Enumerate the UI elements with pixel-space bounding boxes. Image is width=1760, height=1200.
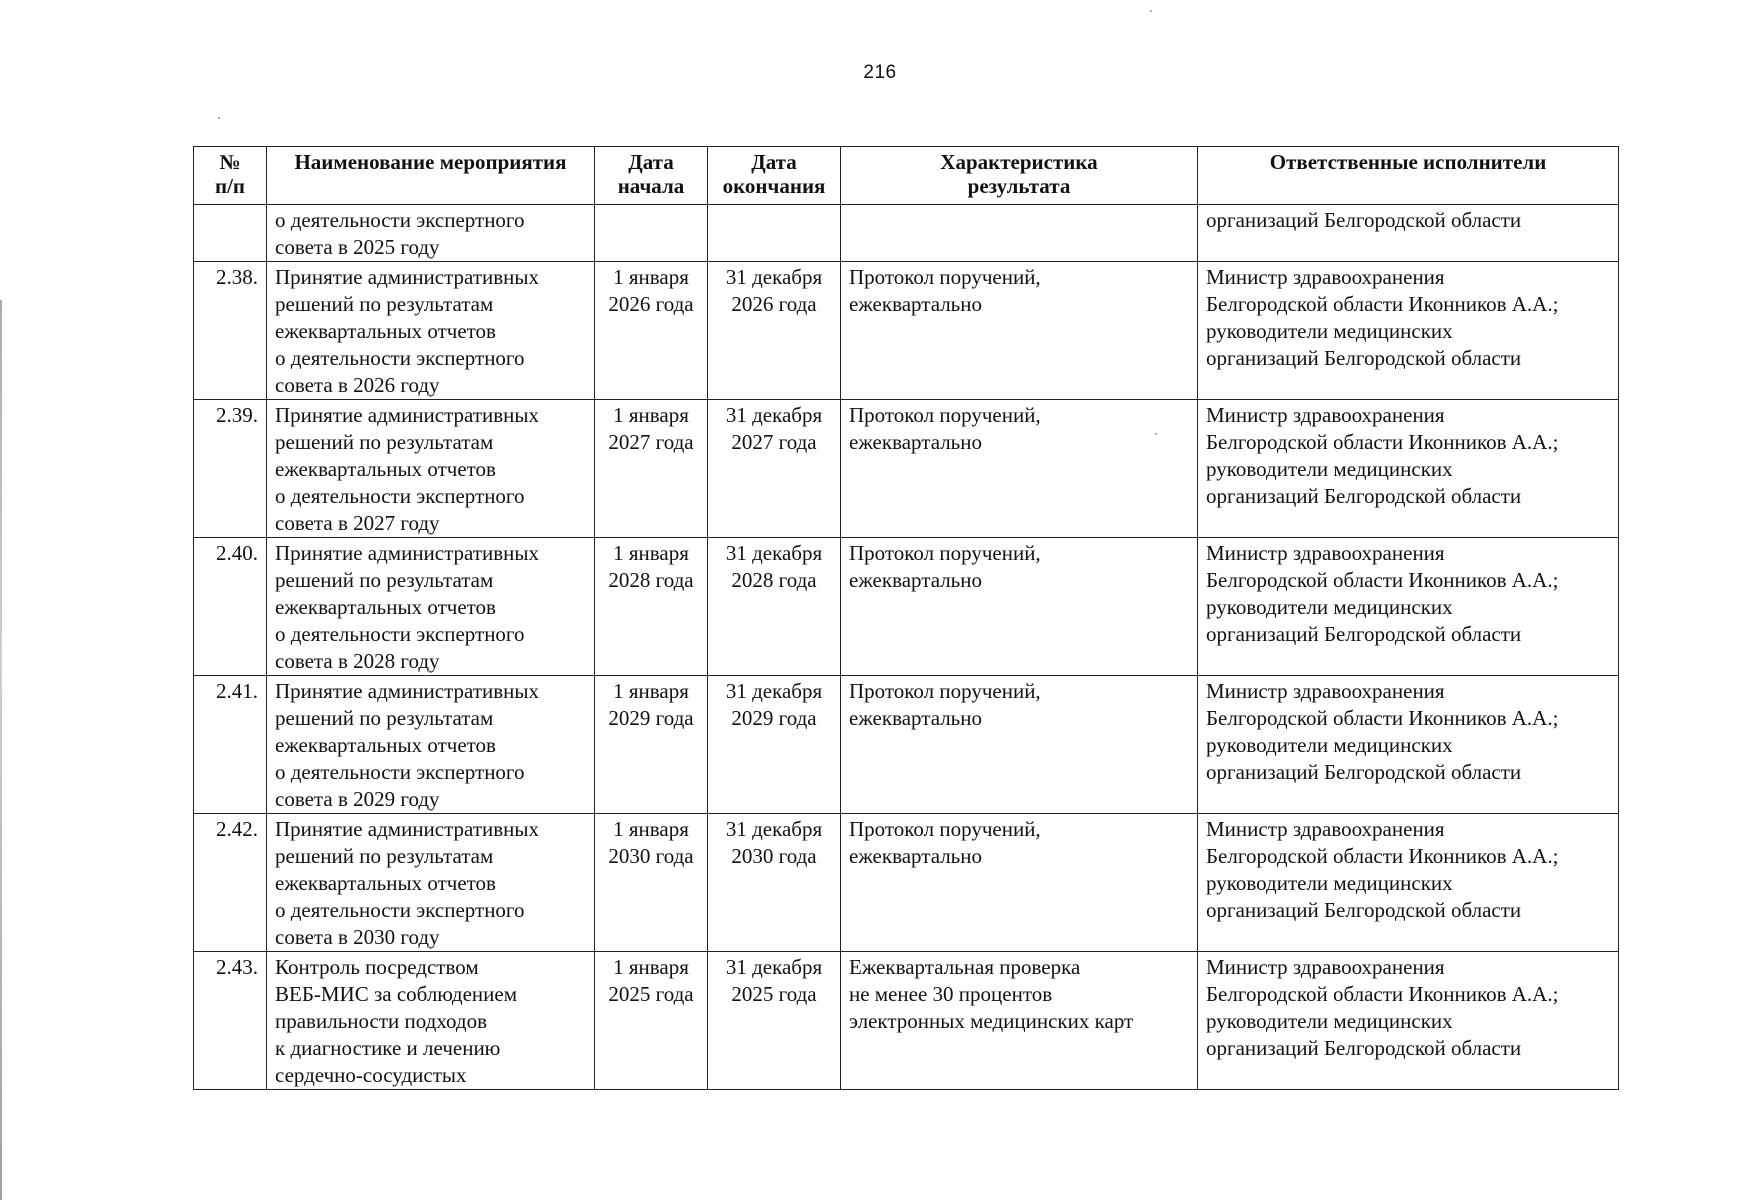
table-row <box>194 400 1619 538</box>
row-responsible: Министр здравоохранения Белгородской области Иконников А.А.; руководители медицинских организаций Белгородской области <box>1198 262 1619 400</box>
row-start-date: 1 января 2029 года <box>595 676 708 814</box>
header-result: Характеристика результата <box>841 147 1198 205</box>
header-row <box>194 147 1619 205</box>
header-end-date: Дата окончания <box>708 147 841 205</box>
row-start-date: 1 января 2026 года <box>595 262 708 400</box>
row-num <box>194 205 267 262</box>
row-start-date: 1 января 2030 года <box>595 814 708 952</box>
row-name: Принятие административных решений по результатам ежеквартальных отчетов о деятельности экспертного совета в 2027 году <box>267 400 595 538</box>
table-header <box>194 147 1619 205</box>
activities-table <box>193 146 1619 1090</box>
header-name: Наименование мероприятия <box>267 147 595 205</box>
table-row <box>194 676 1619 814</box>
row-result <box>841 205 1198 262</box>
row-name: Принятие административных решений по результатам ежеквартальных отчетов о деятельности экспертного совета в 2029 году <box>267 676 595 814</box>
row-start-date: 1 января 2027 года <box>595 400 708 538</box>
row-responsible: Министр здравоохранения Белгородской области Иконников А.А.; руководители медицинских организаций Белгородской области <box>1198 952 1619 1090</box>
row-name: Принятие административных решений по результатам ежеквартальных отчетов о деятельности экспертного совета в 2028 году <box>267 538 595 676</box>
row-num: 2.39. <box>194 400 267 538</box>
row-end-date: 31 декабря 2025 года <box>708 952 841 1090</box>
header-num: № п/п <box>194 147 267 205</box>
table-row <box>194 814 1619 952</box>
row-responsible: Министр здравоохранения Белгородской области Иконников А.А.; руководители медицинских организаций Белгородской области <box>1198 814 1619 952</box>
row-name: Принятие административных решений по результатам ежеквартальных отчетов о деятельности экспертного совета в 2030 году <box>267 814 595 952</box>
table-row-continued <box>194 205 1619 262</box>
row-num: 2.38. <box>194 262 267 400</box>
row-end-date: 31 декабря 2028 года <box>708 538 841 676</box>
row-num: 2.40. <box>194 538 267 676</box>
row-responsible: Министр здравоохранения Белгородской области Иконников А.А.; руководители медицинских организаций Белгородской области <box>1198 676 1619 814</box>
row-start-date: 1 января 2025 года <box>595 952 708 1090</box>
row-result: Протокол поручений, ежеквартально <box>841 400 1198 538</box>
row-responsible: Министр здравоохранения Белгородской области Иконников А.А.; руководители медицинских организаций Белгородской области <box>1198 400 1619 538</box>
row-result: Протокол поручений, ежеквартально <box>841 814 1198 952</box>
table-row <box>194 952 1619 1090</box>
table-row <box>194 262 1619 400</box>
row-num: 2.42. <box>194 814 267 952</box>
scan-speck <box>1150 10 1152 12</box>
row-end-date: 31 декабря 2026 года <box>708 262 841 400</box>
table-body <box>194 205 1619 1090</box>
header-start-date: Дата начала <box>595 147 708 205</box>
row-end-date: 31 декабря 2027 года <box>708 400 841 538</box>
row-name: Контроль посредством ВЕБ-МИС за соблюдением правильности подходов к диагностике и лечению сердечно-сосудистых <box>267 952 595 1090</box>
row-result: Протокол поручений, ежеквартально <box>841 676 1198 814</box>
row-num: 2.41. <box>194 676 267 814</box>
row-start-date: 1 января 2028 года <box>595 538 708 676</box>
row-responsible: Министр здравоохранения Белгородской области Иконников А.А.; руководители медицинских организаций Белгородской области <box>1198 538 1619 676</box>
page-number: 216 <box>863 62 897 83</box>
header-responsible: Ответственные исполнители <box>1198 147 1619 205</box>
row-end-date: 31 декабря 2030 года <box>708 814 841 952</box>
row-result: Протокол поручений, ежеквартально <box>841 538 1198 676</box>
row-responsible: организаций Белгородской области <box>1198 205 1619 262</box>
row-name: Принятие административных решений по результатам ежеквартальных отчетов о деятельности экспертного совета в 2026 году <box>267 262 595 400</box>
row-num: 2.43. <box>194 952 267 1090</box>
scan-edge <box>0 300 2 1200</box>
row-start-date <box>595 205 708 262</box>
scan-speck <box>218 117 220 119</box>
row-end-date: 31 декабря 2029 года <box>708 676 841 814</box>
table-row <box>194 538 1619 676</box>
row-result: Ежеквартальная проверка не менее 30 процентов электронных медицинских карт <box>841 952 1198 1090</box>
row-result: Протокол поручений, ежеквартально <box>841 262 1198 400</box>
row-end-date <box>708 205 841 262</box>
row-name: о деятельности экспертного совета в 2025 году <box>267 205 595 262</box>
